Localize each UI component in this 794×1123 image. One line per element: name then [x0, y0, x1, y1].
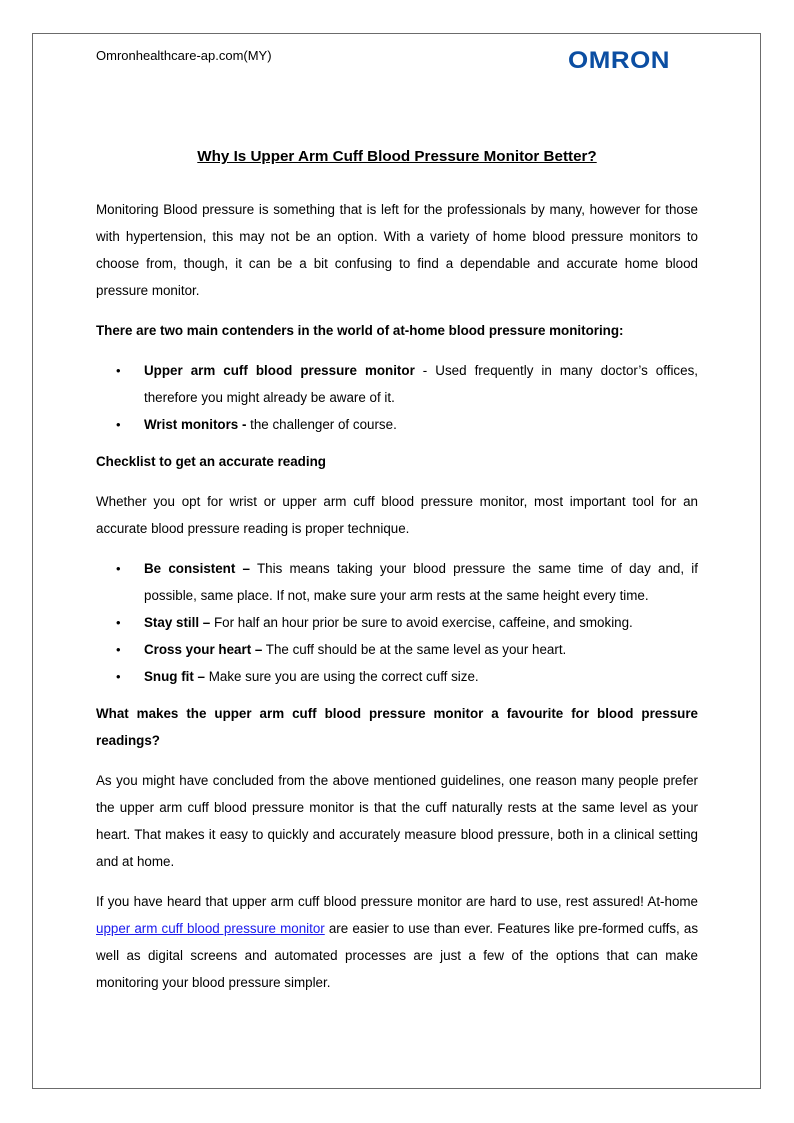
bullet-icon: • [116, 561, 121, 576]
list-item-term: Be consistent – [144, 561, 250, 576]
list-item-term: Cross your heart – [144, 642, 263, 657]
contenders-heading: There are two main contenders in the world of at-home blood pressure monitoring: [96, 323, 624, 338]
list-item-text: This means taking your blood pressure the same time of day and, if possible, same place. If not, make sure your arm rests at the same height every time. [144, 561, 698, 603]
closing-text-after: are easier to use than ever. Features like pre-formed cuffs, as well as digital screens and automated processes are just a few of the options that can make monitoring your blood pressure simpler. [96, 921, 699, 990]
bullet-icon: • [116, 417, 121, 432]
list-item [96, 555, 698, 609]
list-item-term: Stay still – [144, 615, 211, 630]
list-item-term: Snug fit – [144, 669, 205, 684]
list-item-text: For half an hour prior be sure to avoid exercise, caffeine, and smoking. [210, 615, 633, 630]
bullet-icon: • [116, 669, 121, 684]
article-body [96, 147, 698, 996]
list-item [96, 636, 698, 663]
favourite-paragraph: As you might have concluded from the above mentioned guidelines, one reason many people prefer the upper arm cuff blood pressure monitor is that the cuff naturally rests at the same level as your heart. That makes it easy to quickly and accurately measure blood pressure, both in a clinical setting and at home. [96, 773, 698, 869]
list-item [96, 357, 698, 411]
list-item [96, 411, 698, 438]
bullet-icon: • [116, 363, 121, 378]
list-item-text: - Used frequently in many doctor’s offices, therefore you might already be aware of it. [144, 363, 698, 405]
contenders-list [96, 357, 698, 438]
header-site-name: Omronhealthcare-ap.com(MY) [96, 48, 272, 63]
checklist-intro: Whether you opt for wrist or upper arm cuff blood pressure monitor, most important tool for an accurate blood pressure reading is proper technique. [96, 494, 698, 536]
list-item [96, 663, 698, 690]
closing-text-before: If you have heard that upper arm cuff blood pressure monitor are hard to use, rest assured! At-home [96, 894, 698, 909]
list-item-term: Wrist monitors - [144, 417, 247, 432]
article-title: Why Is Upper Arm Cuff Blood Pressure Monitor Better? [197, 148, 597, 165]
favourite-heading: What makes the upper arm cuff blood pressure monitor a favourite for blood pressure readings? [96, 706, 698, 748]
closing-paragraph [96, 888, 698, 996]
list-item-text: the challenger of course. [246, 417, 397, 432]
intro-paragraph: Monitoring Blood pressure is something that is left for the professionals by many, however for those with hypertension, this may not be an option. With a variety of home blood pressure monitors to choose from, though, it can be a bit confusing to find a dependable and accurate home blood pressure monitor. [96, 202, 698, 298]
checklist-list [96, 555, 698, 690]
list-item-term: Upper arm cuff blood pressure monitor [144, 363, 415, 378]
product-link[interactable]: upper arm cuff blood pressure monitor [96, 921, 325, 936]
logo-text: OMRON [568, 47, 671, 74]
list-item [96, 609, 698, 636]
list-item-text: The cuff should be at the same level as your heart. [262, 642, 567, 657]
bullet-icon: • [116, 615, 121, 630]
bullet-icon: • [116, 642, 121, 657]
list-item-text: Make sure you are using the correct cuff size. [205, 669, 479, 684]
omron-logo [568, 49, 686, 73]
checklist-heading: Checklist to get an accurate reading [96, 454, 326, 469]
